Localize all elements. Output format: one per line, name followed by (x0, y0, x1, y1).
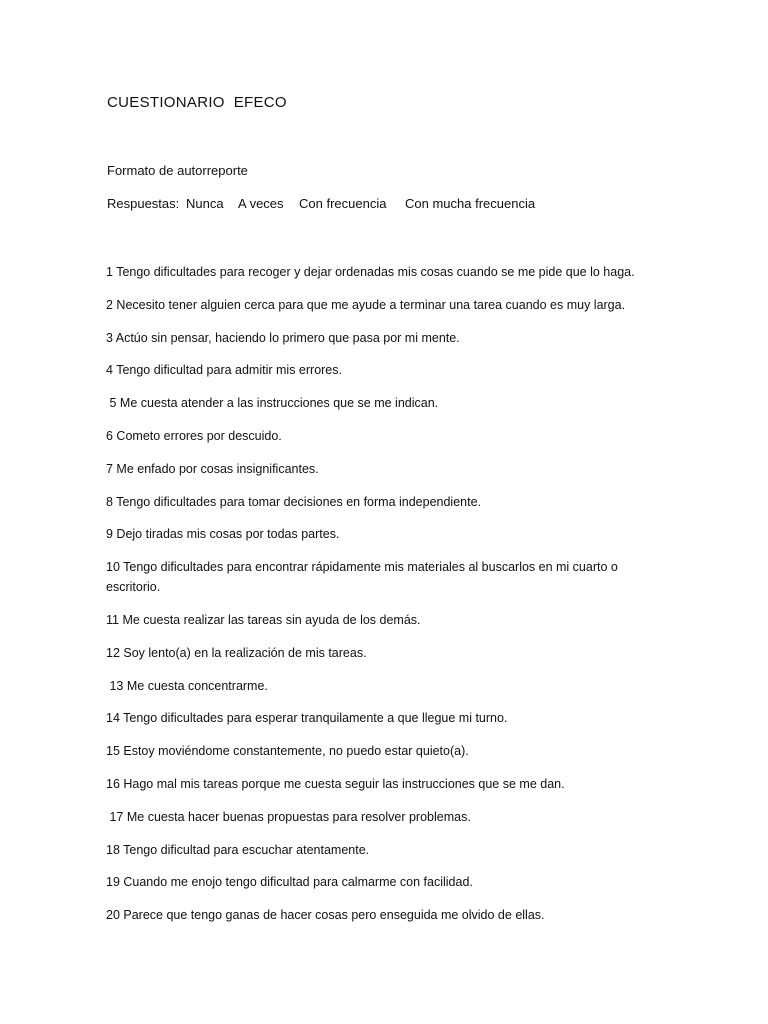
answer-options (107, 196, 535, 211)
question-item: 1 Tengo dificultades para recoger y dejar ordenadas mis cosas cuando se me pide que lo haga. (106, 265, 635, 279)
question-item: 9 Dejo tiradas mis cosas por todas partes. (106, 527, 340, 542)
answer-option-con-mucha-frecuencia: Con mucha frecuencia (405, 196, 536, 211)
question-item: 12 Soy lento(a) en la realización de mis tareas. (106, 645, 367, 660)
question-item: 15 Estoy moviéndome constantemente, no puedo estar quieto(a). (106, 744, 469, 759)
format-subtitle: Formato de autorreporte (107, 163, 248, 178)
question-item: 5 Me cuesta atender a las instrucciones que se me indican. (106, 396, 439, 411)
question-item: 19 Cuando me enojo tengo dificultad para calmarme con facilidad. (106, 875, 473, 890)
question-list (106, 262, 636, 938)
answers-label: Respuestas: (107, 196, 180, 211)
question-item: 14 Tengo dificultades para esperar tranquilamente a que llegue mi turno. (106, 711, 508, 726)
question-item: 8 Tengo dificultades para tomar decisiones en forma independiente. (106, 494, 482, 509)
question-item: 18 Tengo dificultad para escuchar atentamente. (106, 842, 370, 857)
question-item: 11 Me cuesta realizar las tareas sin ayuda de los demás. (106, 612, 421, 627)
question-item: 6 Cometo errores por descuido. (106, 428, 282, 443)
answer-option-con-frecuencia: Con frecuencia (299, 196, 387, 211)
question-item: 17 Me cuesta hacer buenas propuestas para resolver problemas. (106, 809, 471, 824)
question-item: 20 Parece que tengo ganas de hacer cosas pero enseguida me olvido de ellas. (106, 908, 545, 923)
question-item: 4 Tengo dificultad para admitir mis errores. (106, 363, 342, 378)
answer-option-nunca: Nunca (186, 196, 224, 211)
question-item: 2 Necesito tener alguien cerca para que me ayude a terminar una tarea cuando es muy larga. (106, 297, 626, 312)
question-item: 3 Actúo sin pensar, haciendo lo primero que pasa por mi mente. (106, 330, 460, 345)
answer-option-a-veces: A veces (238, 196, 284, 211)
question-item: 16 Hago mal mis tareas porque me cuesta seguir las instrucciones que se me dan. (106, 776, 565, 791)
page-title: CUESTIONARIO EFECO (107, 94, 287, 111)
question-item: 10 Tengo dificultades para encontrar rápidamente mis materiales al buscarlos en mi cuarto o escritorio. (106, 560, 622, 595)
question-item: 7 Me enfado por cosas insignificantes. (106, 461, 319, 476)
question-item: 13 Me cuesta concentrarme. (106, 678, 268, 693)
